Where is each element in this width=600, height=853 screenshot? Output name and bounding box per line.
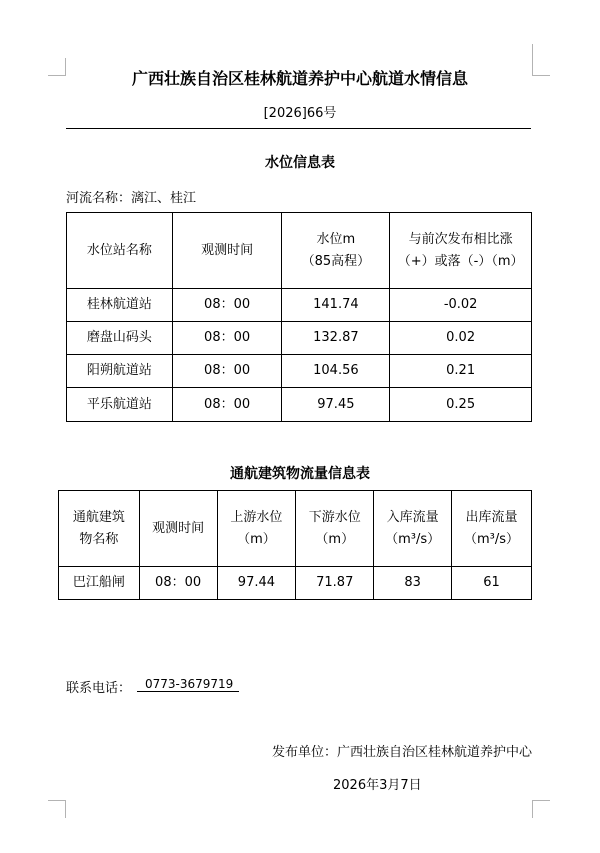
document-number: [2026]66号 (263, 106, 337, 121)
table-row: 巴江船闸 08：00 97.44 71.87 83 61 (59, 567, 532, 600)
header-outflow: 出库流量 （m³/s） (452, 491, 532, 567)
flow-section-title: 通航建筑物流量信息表 (230, 466, 370, 482)
table-header-row (59, 491, 532, 567)
table-row: 桂林航道站 08：00 141.74 -0.02 (67, 289, 532, 322)
header-name: 通航建筑 物名称 (59, 491, 140, 567)
water-level-table (66, 212, 532, 422)
flow-table (58, 490, 532, 600)
header-time: 观测时间 (172, 213, 282, 289)
document-title: 广西壮族自治区桂林航道养护中心航道水情信息 (131, 69, 468, 88)
header-change: 与前次发布相比涨 （+）或落（-）（m） (390, 213, 532, 289)
table-row: 平乐航道站 08：00 97.45 0.25 (67, 388, 532, 422)
phone-number: 0773-3679719 (137, 677, 239, 692)
header-divider (66, 128, 531, 129)
water-level-section-title: 水位信息表 (265, 155, 335, 171)
header-upstream: 上游水位 （m） (217, 491, 296, 567)
header-time: 观测时间 (139, 491, 217, 567)
header-level: 水位m （85高程） (282, 213, 390, 289)
table-row: 磨盘山码头 08：00 132.87 0.02 (67, 322, 532, 355)
corner-mark-bottom-left (48, 800, 66, 818)
header-inflow: 入库流量 （m³/s） (374, 491, 452, 567)
table-header-row (67, 213, 532, 289)
table-row: 阳朔航道站 08：00 104.56 0.21 (67, 355, 532, 388)
phone-label: 联系电话： (66, 681, 132, 696)
publish-date: 2026年3月7日 (333, 778, 422, 793)
header-downstream: 下游水位 （m） (296, 491, 374, 567)
corner-mark-bottom-right (532, 800, 550, 818)
river-name-label: 河流名称：漓江、桂江 (66, 191, 197, 206)
header-station: 水位站名称 (67, 213, 173, 289)
publisher: 发布单位：广西壮族自治区桂林航道养护中心 (271, 745, 532, 760)
